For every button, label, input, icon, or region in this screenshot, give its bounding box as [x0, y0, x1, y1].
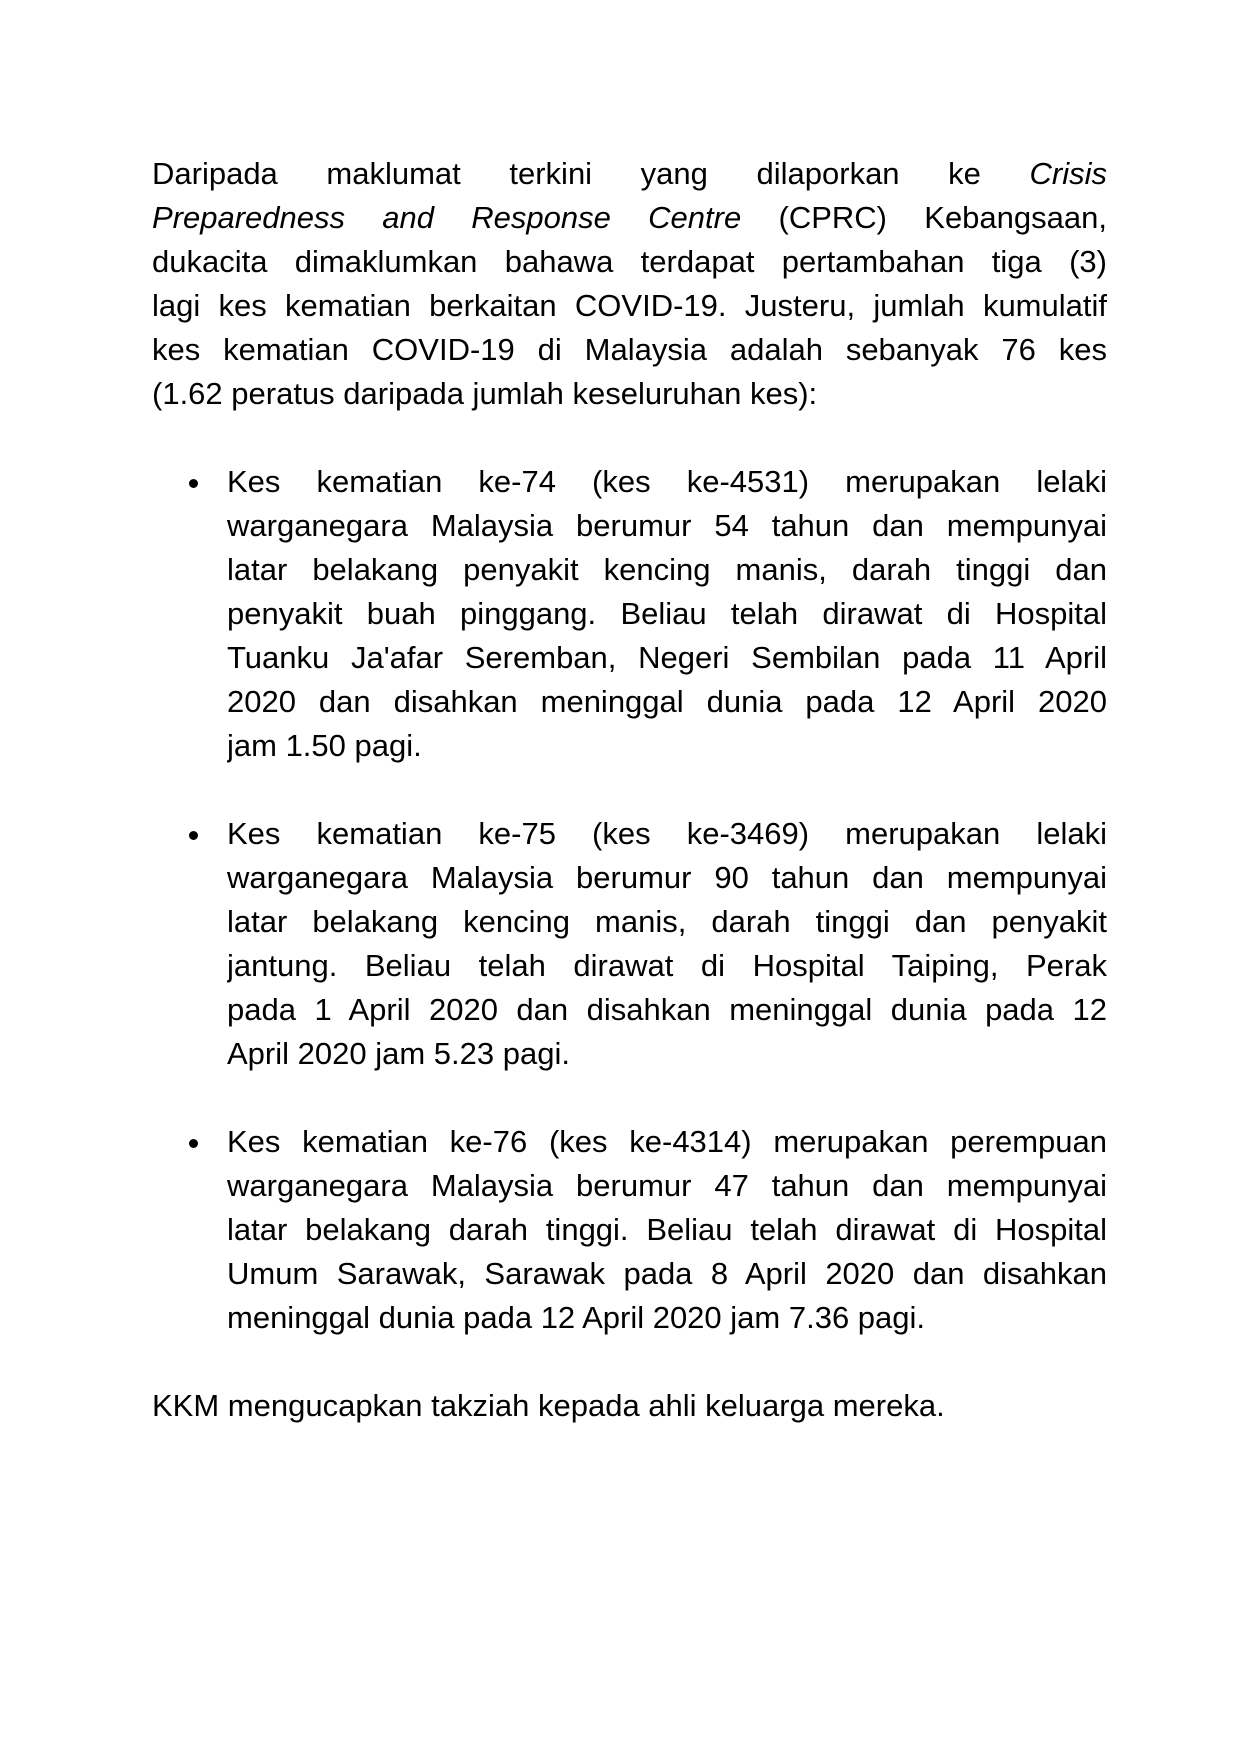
intro-line: (1.62 peratus daripada jumlah keseluruhan kes): — [152, 376, 818, 411]
bullet-icon — [189, 831, 198, 840]
bullet-line: jantung. Beliau telah dirawat di Hospital Taiping, Perak — [227, 948, 1107, 983]
bullet-line: Kes kematian ke-75 (kes ke-3469) merupakan lelaki — [227, 816, 1107, 851]
intro-italic-text: Preparedness and Response Centre — [152, 200, 742, 235]
bullet-icon — [189, 479, 198, 488]
bullet-line: latar belakang kencing manis, darah tinggi dan penyakit — [227, 904, 1107, 939]
closing-paragraph — [152, 1384, 1107, 1428]
bullet-line: Kes kematian ke-76 (kes ke-4314) merupakan perempuan — [227, 1124, 1107, 1159]
bullet-line: meninggal dunia pada 12 April 2020 jam 7.36 pagi. — [227, 1300, 926, 1335]
bullet-line: jam 1.50 pagi. — [227, 728, 422, 763]
intro-line — [152, 196, 1107, 240]
bullet-line: warganegara Malaysia berumur 90 tahun dan mempunyai — [227, 860, 1107, 895]
intro-line: lagi kes kematian berkaitan COVID-19. Justeru, jumlah kumulatif — [152, 288, 1107, 323]
intro-paragraph — [152, 152, 1107, 416]
bullet-line: latar belakang penyakit kencing manis, darah tinggi dan — [227, 552, 1107, 587]
intro-line — [152, 152, 1107, 196]
bullet-text — [227, 812, 1107, 1076]
bullet-line: penyakit buah pinggang. Beliau telah dirawat di Hospital — [227, 596, 1107, 631]
bullet-icon — [189, 1139, 198, 1148]
intro-line: dukacita dimaklumkan bahawa terdapat pertambahan tiga (3) — [152, 244, 1107, 279]
bullet-text — [227, 1120, 1107, 1340]
bullet-line: Umum Sarawak, Sarawak pada 8 April 2020 dan disahkan — [227, 1256, 1107, 1291]
closing-text: KKM mengucapkan takziah kepada ahli keluarga mereka. — [152, 1388, 945, 1423]
bullet-line: pada 1 April 2020 dan disahkan meninggal dunia pada 12 — [227, 992, 1107, 1027]
intro-italic-text: Crisis — [1029, 156, 1107, 191]
bullet-line: warganegara Malaysia berumur 47 tahun dan mempunyai — [227, 1168, 1107, 1203]
intro-line: kes kematian COVID-19 di Malaysia adalah sebanyak 76 kes — [152, 332, 1107, 367]
bullet-line: warganegara Malaysia berumur 54 tahun dan mempunyai — [227, 508, 1107, 543]
intro-text: (CPRC) Kebangsaan, — [741, 200, 1107, 235]
bullet-line: 2020 dan disahkan meninggal dunia pada 12 April 2020 — [227, 684, 1107, 719]
bullet-line: latar belakang darah tinggi. Beliau telah dirawat di Hospital — [227, 1212, 1107, 1247]
bullet-line: April 2020 jam 5.23 pagi. — [227, 1036, 570, 1071]
bullet-line: Kes kematian ke-74 (kes ke-4531) merupakan lelaki — [227, 464, 1107, 499]
intro-text: Daripada maklumat terkini yang dilaporkan ke — [152, 156, 1030, 191]
bullet-line: Tuanku Ja'afar Seremban, Negeri Sembilan pada 11 April — [227, 640, 1107, 675]
bullet-text — [227, 460, 1107, 768]
